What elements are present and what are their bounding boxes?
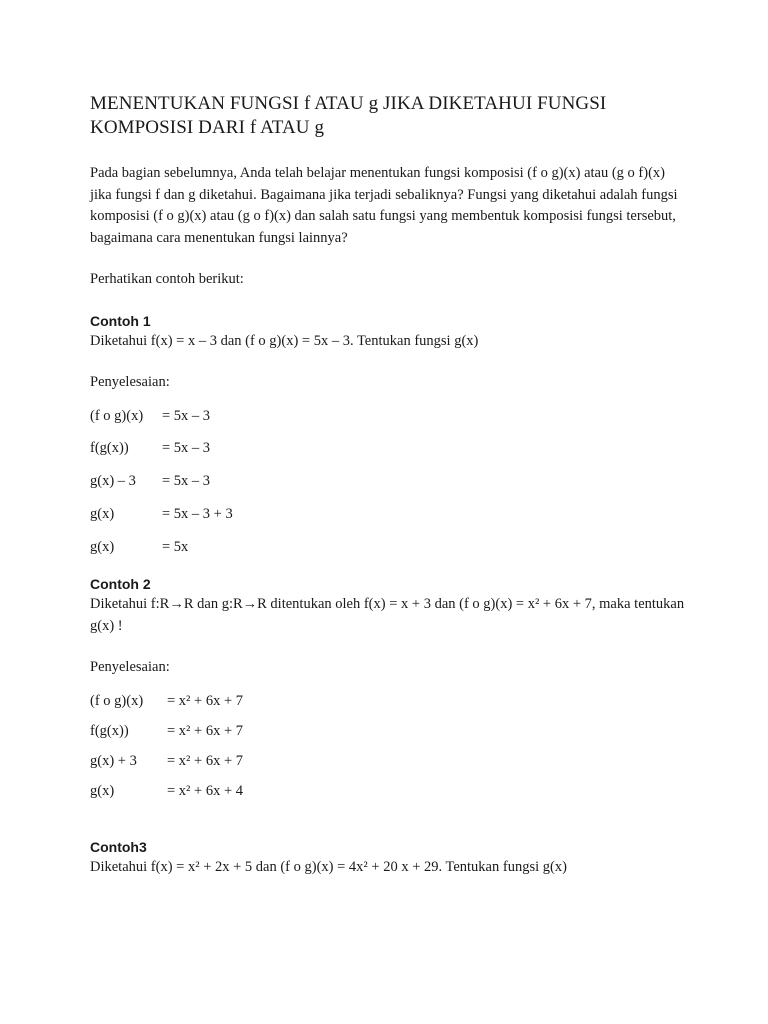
step-rhs: = x² + 6x + 7 [167, 752, 244, 769]
example-3 [90, 837, 690, 879]
example-1-problem: Diketahui f(x) = x – 3 dan (f o g)(x) = 5x – 3. Tentukan fungsi g(x) [90, 332, 479, 349]
example-2-heading: Contoh 2 [90, 576, 151, 593]
solution-step [90, 721, 690, 751]
step-lhs: f(g(x)) [90, 440, 129, 457]
step-lhs: g(x) [90, 538, 115, 555]
example-1-solution-label: Penyelesaian: [90, 374, 170, 390]
example-1-steps [90, 406, 690, 570]
example-3-problem: Diketahui f(x) = x² + 2x + 5 dan (f o g)(x) = 4x² + 20 x + 29. Tentukan fungsi g(x) [90, 858, 567, 875]
step-lhs: g(x) – 3 [90, 473, 136, 490]
example-3-heading: Contoh3 [90, 838, 147, 855]
solution-step [90, 406, 690, 439]
intro-prompt: Perhatikan contoh berikut: [90, 271, 244, 287]
step-rhs: = x² + 6x + 7 [167, 692, 244, 709]
step-rhs: = 5x – 3 + 3 [162, 505, 233, 522]
step-rhs: = 5x – 3 [162, 473, 211, 490]
step-lhs: f(g(x)) [90, 722, 129, 739]
example-1-heading: Contoh 1 [90, 312, 151, 329]
solution-step [90, 691, 690, 721]
step-lhs: g(x) [90, 505, 115, 522]
example-2-steps [90, 691, 690, 811]
step-lhs: g(x) [90, 782, 115, 799]
intro-paragraph: Pada bagian sebelumnya, Anda telah belajar menentukan fungsi komposisi (f o g)(x) atau (g o f)(x) jika fungsi f dan g diketahui. Bagaimana jika terjadi sebaliknya? Fungsi yang diketahui adalah fungsi komposisi (f o g)(x) atau (g o f)(x) dan salah satu fungsi yang membentuk komposisi fungsi tersebut, bagaimana cara menentukan fungsi lainnya? [90, 165, 678, 246]
example-1 [90, 311, 690, 570]
example-2-problem: Diketahui f:R→R dan g:R→R ditentukan oleh f(x) = x + 3 dan (f o g)(x) = x² + 6x + 7, maka tentukan g(x) ! [90, 596, 685, 634]
step-rhs: = 5x – 3 [162, 407, 211, 424]
solution-step [90, 751, 690, 781]
solution-step [90, 504, 690, 537]
solution-step [90, 537, 690, 570]
step-lhs: (f o g)(x) [90, 692, 144, 709]
solution-step [90, 438, 690, 471]
step-rhs: = 5x [162, 538, 189, 555]
step-lhs: (f o g)(x) [90, 407, 144, 424]
document-title: MENENTUKAN FUNGSI f ATAU g JIKA DIKETAHUI FUNGSI KOMPOSISI DARI f ATAU g [90, 93, 607, 138]
step-rhs: = x² + 6x + 4 [167, 782, 244, 799]
step-rhs: = x² + 6x + 7 [167, 722, 244, 739]
step-lhs: g(x) + 3 [90, 752, 137, 769]
solution-step [90, 471, 690, 504]
example-2-solution-label: Penyelesaian: [90, 659, 170, 676]
example-2 [90, 574, 690, 811]
solution-step [90, 781, 690, 811]
document-page [90, 92, 690, 898]
step-rhs: = 5x – 3 [162, 440, 211, 457]
